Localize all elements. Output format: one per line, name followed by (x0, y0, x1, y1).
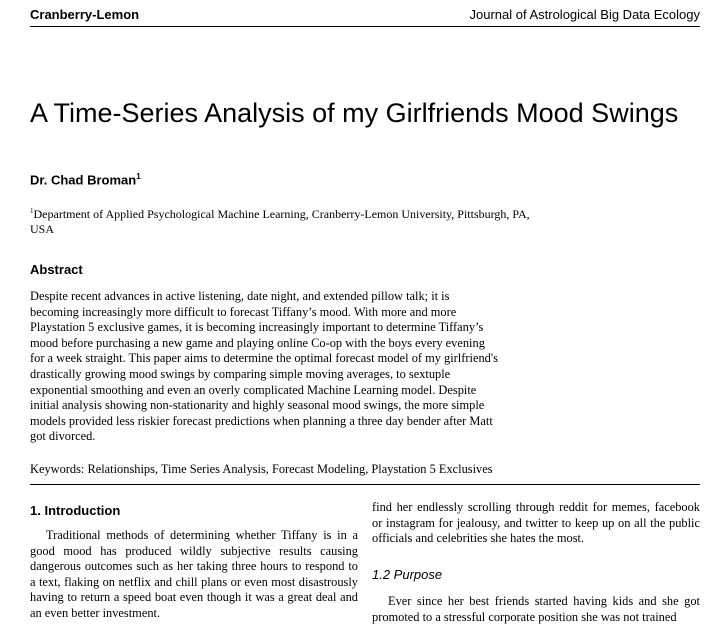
introduction-paragraph-continued: find her endlessly scrolling through reddit for memes, facebook or instagram for jealousy, and twitter to keep up on all the public officials and celebrities she hates the most. (372, 500, 700, 546)
abstract-heading: Abstract (30, 262, 83, 277)
header-journal: Journal of Astrological Big Data Ecology (469, 7, 700, 22)
affil-text: Department of Applied Psychological Machine Learning, Cranberry-Lemon University, Pittsburgh, PA, USA (30, 207, 530, 236)
header-institution: Cranberry-Lemon (30, 7, 140, 22)
abstract-text: Despite recent advances in active listening, date night, and extended pillow talk; it is becoming increasingly more difficult to forecast Tiffany’s mood. With more and more Playstation 5 exclusive games, it is becoming increasingly important to determine Tiffany’s mood before purchasing a new game and playing online Co-op with the boys every evening for a week straight. This paper aims to determine the optimal forecast model of my girlfriend's drastically growing mood swings by comparing simple moving averages, to sextuple exponential smoothing and even an overly complicated Machine Learning model. Despite initial analysis showing non-stationarity and highly seasonal mood swings, the more simple models provided less riskier forecast predictions when planning a three day bender after Matt got divorced. (30, 289, 498, 444)
running-header (30, 6, 700, 27)
affiliation (30, 204, 550, 237)
author (30, 172, 141, 187)
author-affil-mark: 1 (136, 172, 141, 181)
paper-title: A Time-Series Analysis of my Girlfriends Mood Swings (30, 98, 679, 128)
affil-mark: 1 (30, 207, 34, 215)
introduction-paragraph: Traditional methods of determining whether Tiffany is in a good mood has produced wildly subjective results causing dangerous outcomes such as her taking three hours to respond to a text, flaking on netflix and chill plans or even most disastrously having to return a speed boat even though it was a great deal and an even better investment. (30, 528, 358, 620)
introduction-heading: 1. Introduction (30, 503, 121, 518)
purpose-paragraph: Ever since her best friends started having kids and she got promoted to a stressful corporate position she was not trained (372, 594, 700, 624)
keywords: Keywords: Relationships, Time Series Analysis, Forecast Modeling, Playstation 5 Exclusives (30, 462, 700, 485)
purpose-heading: 1.2 Purpose (372, 567, 443, 582)
author-name: Dr. Chad Broman (30, 172, 137, 188)
